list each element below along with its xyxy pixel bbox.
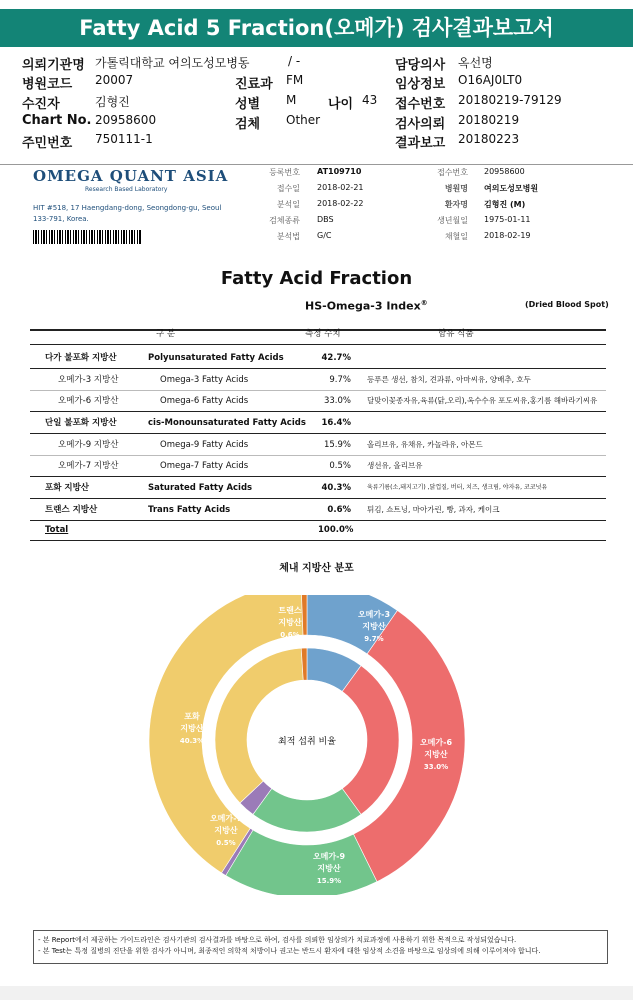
row-name-kr: 트랜스 지방산 [45,505,98,515]
meta-receipt-label: 접수일 [276,184,300,193]
meta-patient-value: 김형진 (M) [484,200,526,209]
row-name-en: Trans Fatty Acids [148,505,231,515]
row-name-kr: 단일 불포화 지방산 [45,418,117,428]
row-name-en: Omega-6 Fatty Acids [160,396,249,406]
bottom-bar [0,986,633,1000]
header-divider [0,164,633,165]
total-label: Total [45,525,69,535]
clinical-label: 임상정보 [395,77,446,92]
request-value: 20180219 [458,113,520,127]
sex-label: 성별 [235,97,261,112]
slice-label-3: 오메가-7 [209,814,243,823]
row-name-en: Omega-3 Fatty Acids [160,375,249,385]
table-header-row [30,325,606,343]
slice-label-1: 33.0% [423,763,449,771]
sex-value: M [286,93,297,107]
fatty-acid-donut-chart [140,595,470,895]
meta-analysis-value: 2018-02-22 [317,199,364,208]
row-name-en: Saturated Fatty Acids [148,483,253,493]
lab-logo-subtitle: Research Based Laboratory [85,186,168,193]
table-row [30,412,606,434]
slice-label-3: 지방산 [214,826,238,835]
row-name-kr: 오메가-7 지방산 [58,461,119,471]
table-header-rule [30,344,606,345]
report-subtitle [305,299,428,313]
total-value: 100.0% [318,525,354,535]
table-row [30,369,606,391]
meta-hospital-label: 병원명 [444,184,468,193]
registered-mark: ® [420,299,428,307]
row-foods: 튀김, 쇼트닝, 마아가린, 빵, 과자, 케이크 [367,505,500,514]
row-value: 9.7% [329,375,351,385]
row-name-kr: 다가 불포화 지방산 [45,353,117,363]
slice-label-4: 40.3% [179,737,205,745]
slice-label-0: 9.7% [364,635,384,643]
table-row [30,347,606,369]
row-name-en: Omega-9 Fatty Acids [160,440,249,450]
table-row [30,434,606,456]
report-title: Fatty Acid Fraction [220,268,413,289]
barcode [33,230,141,244]
header-value: 측정 수치 [305,329,341,339]
result-value: 20180223 [458,132,520,146]
meta-method-value: G/C [317,231,332,240]
table-row [30,455,606,477]
row-foods: 생선유, 올리브유 [367,461,423,470]
meta-hospital-value: 여의도성모병원 [484,184,539,193]
dept-value: FM [286,73,304,87]
resident-value: 750111-1 [95,132,153,146]
row-value: 40.3% [321,483,351,493]
chart-title: 체내 지방산 분포 [279,563,354,574]
result-label: 결과보고 [395,136,446,151]
meta-type-label: 검체종류 [269,216,300,225]
slice-label-5: 지방산 [278,618,302,627]
meta-collect-label: 채혈일 [444,232,468,241]
report-subtitle-text: HS-Omega-3 Index [305,299,421,313]
table-bottom-rule [30,540,606,541]
header-foods: 함유 식품 [438,329,474,339]
slice-label-4: 포화 [184,712,200,721]
slice-label-2: 지방산 [317,864,341,873]
meta-receipt-no-value: 20958600 [484,167,525,176]
age-label: 나이 [328,97,354,112]
meta-method-label: 분석법 [276,232,300,241]
institution-value: 가톨릭대학교 여의도성모병동 [95,56,250,70]
row-foods: 육류기름(소,돼지고기) ,닭껍질, 버터, 치즈, 생크림, 야자유, 코코넛유 [367,484,548,491]
slice-label-2: 오메가-9 [312,852,346,861]
patient-label: 수진자 [22,97,60,112]
table-row [30,477,606,499]
slice-label-1: 지방산 [424,750,448,759]
slice-label-2: 15.9% [316,877,342,885]
row-name-en: cis-Monounsaturated Fatty Acids [148,418,306,428]
slice-label-3: 0.5% [216,839,236,847]
row-value: 0.5% [329,461,351,471]
row-foods: 등푸른 생선, 참치, 견과류, 아마씨유, 양배추, 호두 [367,375,531,384]
receipt-label: 접수번호 [395,97,446,112]
meta-receipt-no-label: 접수번호 [437,168,468,177]
row-foods: 올리브유, 유채유, 카놀라유, 아몬드 [367,440,483,449]
specimen-label: 검체 [235,117,261,132]
row-name-kr: 오메가-9 지방산 [58,440,119,450]
age-value: 43 [362,93,378,107]
row-name-en: Omega-7 Fatty Acids [160,461,249,471]
row-value: 15.9% [323,440,351,450]
specimen-type-note: (Dried Blood Spot) [525,300,609,309]
row-value: 33.0% [323,396,351,406]
clinical-value: O16AJ0LT0 [458,73,523,87]
specimen-value: Other [286,113,321,127]
footnote-line-1: - 본 Report에서 제공하는 가이드라인은 검사기관의 검사결과를 바탕으로 하여, 검사를 의뢰한 임상의가 치료과정에 사용하기 위한 목적으로 작성되었습니다. [38,936,517,944]
meta-birth-value: 1975-01-11 [484,215,531,224]
institution-label: 의뢰기관명 [22,58,85,73]
dept-label: 진료과 [235,77,273,92]
receipt-value: 20180219-79129 [458,93,562,107]
row-value: 16.4% [321,418,351,428]
slice-label-0: 지방산 [362,622,386,631]
lab-address: HIT #518, 17 Haengdang-dong, Seongdong-gu, Seoul 133-791, Korea. [33,204,222,223]
table-row [30,390,606,412]
meta-reg-label: 등록번호 [269,168,300,177]
slice-label-5: 0.6% [280,631,300,639]
slice-label-4: 지방산 [180,724,204,733]
table-total-row [30,519,606,541]
lab-logo: OMEGA QUANT ASIA [33,167,229,185]
meta-reg-value: AT109710 [317,167,362,176]
doctor-label: 담당의사 [395,58,446,73]
header-category: 구 분 [156,329,176,339]
row-value: 0.6% [327,505,351,515]
hospital-code-label: 병원코드 [22,77,73,92]
meta-collect-value: 2018-02-19 [484,231,531,240]
footnote-box [33,930,608,964]
donut-center-label: 최적 섭취 비율 [278,737,336,747]
meta-analysis-label: 분석일 [276,200,300,209]
footnote-line-2: - 본 Test는 특정 질병의 진단을 위한 검사가 아니며, 최종적인 의학적 처방이나 권고는 반드시 환자에 대한 임상적 소견을 바탕으로 임상의에 의해 이루어져야 합니다. [38,947,541,955]
meta-birth-label: 생년월일 [437,216,468,225]
report-title-banner: Fatty Acid 5 Fraction(오메가) 검사결과보고서 [0,9,633,47]
slice-label-5: 트랜스 [278,606,302,615]
hospital-code-value: 20007 [95,73,134,87]
doctor-value: 옥선명 [458,56,493,70]
institution-extra: / - [288,54,301,68]
request-label: 검사의뢰 [395,117,446,132]
meta-receipt-value: 2018-02-21 [317,183,364,192]
row-foods: 달맞이꽃종자유,육류(닭,오리),옥수수유 포도씨유,홍기름 해바라기씨유 [367,396,598,405]
meta-type-value: DBS [317,215,334,224]
row-name-en: Polyunsaturated Fatty Acids [148,353,284,363]
row-value: 42.7% [321,353,351,363]
patient-value: 김형진 [95,95,130,109]
chart-no-value: 20958600 [95,113,157,127]
table-row [30,499,606,521]
slice-label-0: 오메가-3 [357,610,391,619]
row-name-kr: 오메가-3 지방산 [58,375,119,385]
meta-patient-label: 환자명 [444,200,468,209]
chart-no-label: Chart No. [22,113,92,128]
row-name-kr: 포화 지방산 [45,483,90,493]
row-name-kr: 오메가-6 지방산 [58,396,119,406]
outer-slice-2 [226,830,377,895]
resident-label: 주민번호 [22,136,73,151]
slice-label-1: 오메가-6 [419,738,453,747]
